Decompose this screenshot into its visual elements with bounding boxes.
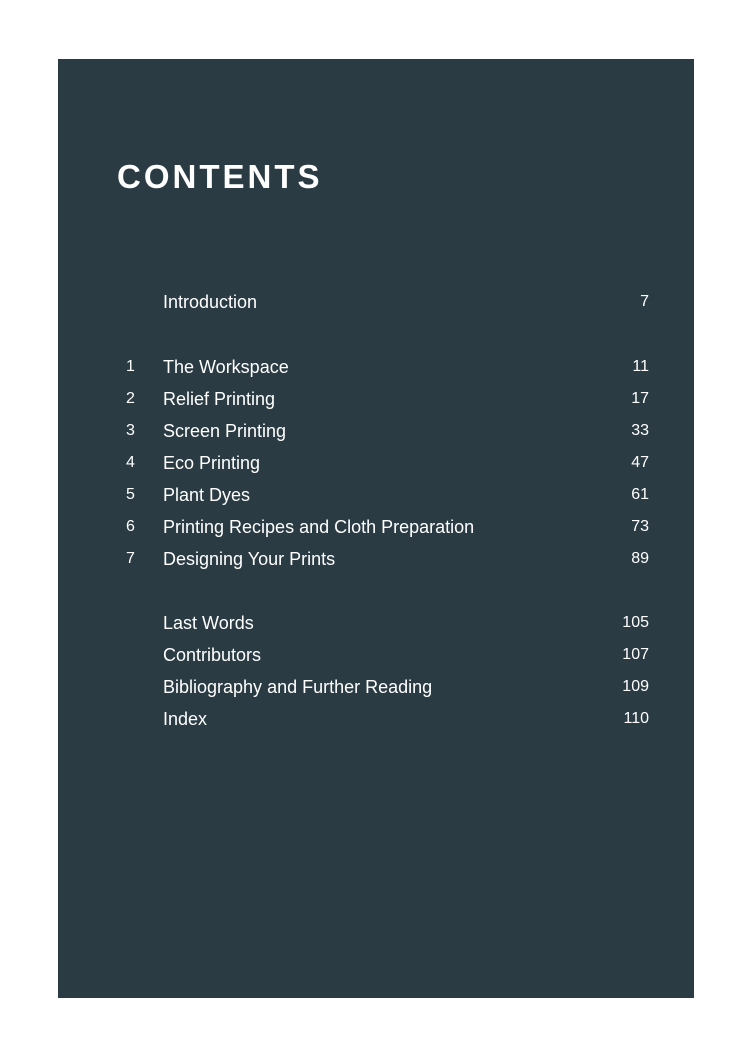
chapter-number: 7 <box>126 550 135 567</box>
toc-entry-last-words[interactable] <box>58 610 694 636</box>
page-number: 7 <box>640 293 649 310</box>
chapter-number: 3 <box>126 422 135 439</box>
entry-title: Screen Printing <box>163 421 287 441</box>
chapter-number: 6 <box>126 518 135 535</box>
toc-entry-chapter-4[interactable] <box>58 450 694 476</box>
entry-title: Bibliography and Further Reading <box>163 677 433 697</box>
toc-entry-index[interactable] <box>58 706 694 732</box>
entry-title: The Workspace <box>163 357 289 377</box>
page-title: CONTENTS <box>117 158 323 195</box>
entry-title: Relief Printing <box>163 389 276 409</box>
toc-entry-chapter-6[interactable] <box>58 514 694 540</box>
toc-entry-introduction[interactable] <box>58 289 694 315</box>
page-number: 107 <box>622 646 649 663</box>
contents-page <box>58 59 694 998</box>
entry-title: Index <box>163 709 208 729</box>
page-number: 17 <box>631 390 649 407</box>
entry-title: Introduction <box>163 292 258 312</box>
page-number: 73 <box>631 518 649 535</box>
toc-entry-bibliography[interactable] <box>58 674 694 700</box>
toc-entry-chapter-7[interactable] <box>58 546 694 572</box>
chapter-number: 4 <box>126 454 135 471</box>
page-number: 110 <box>623 710 649 727</box>
page-number: 47 <box>631 454 649 471</box>
chapter-number: 2 <box>126 390 135 407</box>
page-number: 61 <box>631 486 649 503</box>
entry-title: Plant Dyes <box>163 485 251 505</box>
entry-title: Designing Your Prints <box>163 549 336 569</box>
toc-entry-contributors[interactable] <box>58 642 694 668</box>
toc-entry-chapter-3[interactable] <box>58 418 694 444</box>
page-number: 11 <box>632 358 649 375</box>
chapter-number: 1 <box>126 358 135 375</box>
page-number: 89 <box>631 550 649 567</box>
entry-title: Contributors <box>163 645 262 665</box>
toc-entry-chapter-1[interactable] <box>58 354 694 380</box>
toc-entry-chapter-2[interactable] <box>58 386 694 412</box>
toc-entry-chapter-5[interactable] <box>58 482 694 508</box>
page-number: 33 <box>631 422 649 439</box>
entry-title: Last Words <box>163 613 254 633</box>
page-number: 105 <box>622 614 649 631</box>
entry-title: Printing Recipes and Cloth Preparation <box>163 517 475 537</box>
chapter-number: 5 <box>126 486 135 503</box>
page-number: 109 <box>622 678 649 695</box>
entry-title: Eco Printing <box>163 453 261 473</box>
